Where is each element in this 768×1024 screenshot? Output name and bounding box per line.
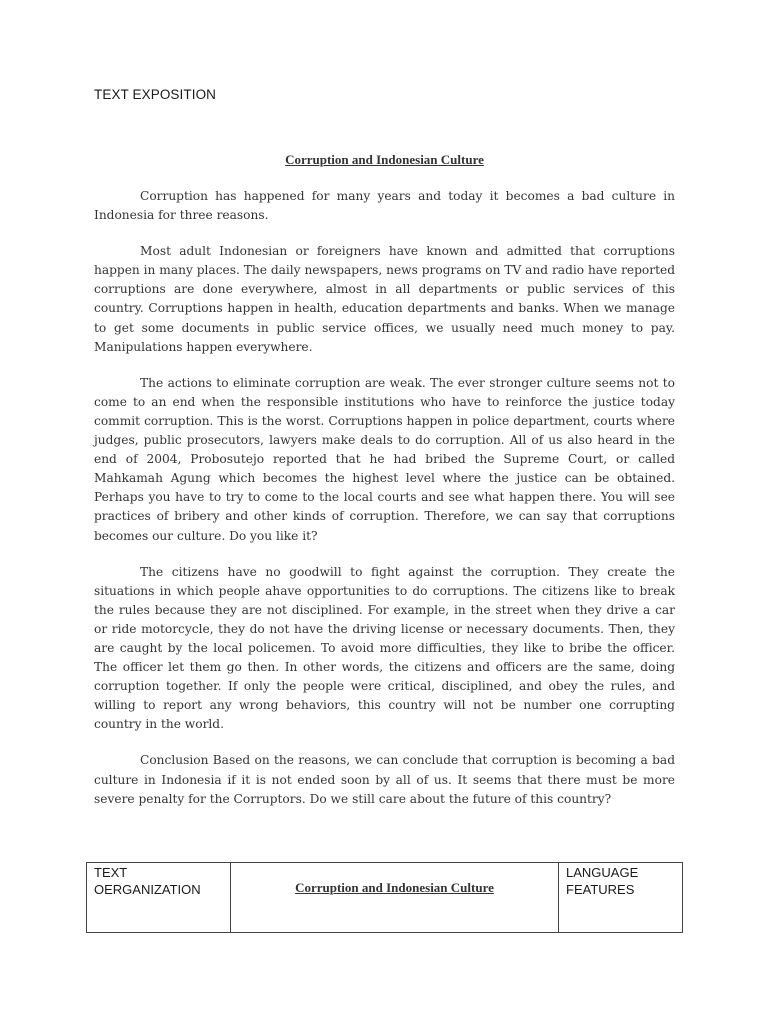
essay-body: [94, 187, 675, 826]
paragraph-thesis: Corruption has happened for many years and today it becomes a bad culture in Indonesia for three reasons.: [94, 189, 675, 223]
paragraph-argument-1: Most adult Indonesian or foreigners have known and admitted that corruptions happen in many places. The daily newspapers, news programs on TV and radio have reported corruptions are done everywhere, almost in all departments or public services of this country. Corruptions happen in health, education departments and banks. When we manage to get some documents in public service offices, we usually need much money to pay. Manipulations happen everywhere.: [94, 244, 675, 354]
table-row: [87, 863, 683, 933]
organization-table: [86, 862, 683, 933]
essay-title: Corruption and Indonesian Culture: [285, 152, 484, 167]
paragraph-argument-3: The citizens have no goodwill to fight against the corruption. They create the situations in which people ahave opportunities to do corruptions. The citizens like to break the rules because they are not disciplined. For example, in the street when they drive a car or ride motorcycle, they do not have the driving license or necessary documents. Then, they are caught by the local policemen. To avoid more difficulties, they like to bribe the officer. The officer let them go then. In other words, the citizens and officers are the same, doing corruption together. If only the people were critical, disciplined, and obey the rules, and willing to report any wrong behaviors, this country will not be number one corrupting country in the world.: [94, 564, 675, 732]
table-essay-title: Corruption and Indonesian Culture: [231, 863, 559, 933]
document-label: TEXT EXPOSITION: [94, 87, 217, 102]
paragraph-argument-2: The actions to eliminate corruption are weak. The ever stronger culture seems not to come to an end when the responsible institutions who have to reinforce the justice today commit corruption. This is the worst. Corruptions happen in police department, courts where judges, public prosecutors, lawyers make deals to do corruption. All of us also heard in the end of 2004, Probosutejo reported that he had bribed the Supreme Court, or called Mahkamah Agung which becomes the highest level where the justice can be obtained. Perhaps you have to try to come to the local courts and see what happen there. You will see practices of bribery and other kinds of corruption. Therefore, we can say that corruptions becomes our culture. Do you like it?: [94, 375, 675, 543]
paragraph-conclusion: Conclusion Based on the reasons, we can conclude that corruption is becoming a bad culture in Indonesia if it is not ended soon by all of us. It seems that there must be more severe penalty for the Corruptors. Do we still care about the future of this country?: [94, 753, 675, 806]
text-organization-header: TEXT OERGANIZATION: [87, 863, 231, 933]
language-features-header: LANGUAGE FEATURES: [559, 863, 683, 933]
